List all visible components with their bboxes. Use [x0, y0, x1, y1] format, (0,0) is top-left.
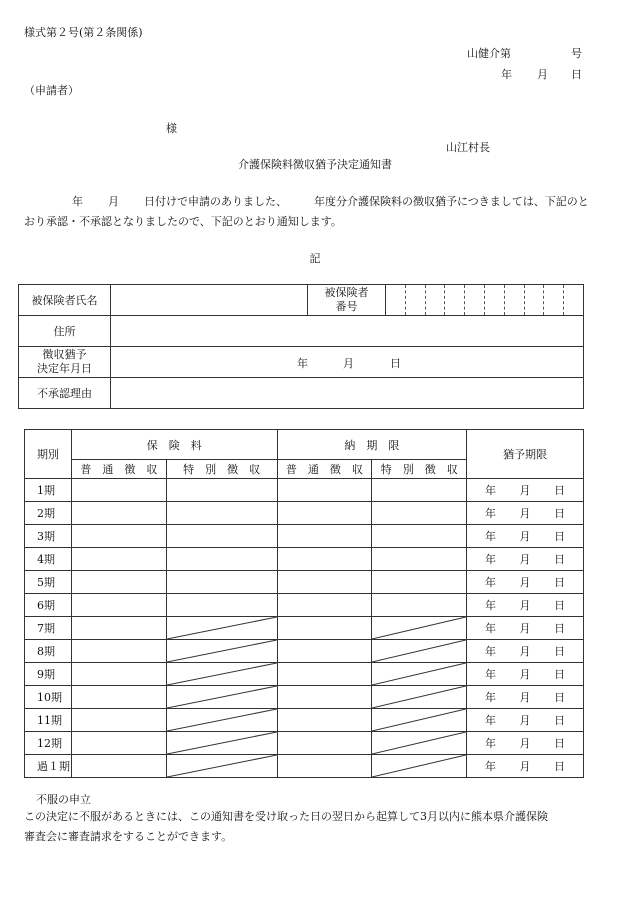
grace-date-cell[interactable]: 年 月 日	[467, 709, 584, 732]
due-normal-cell[interactable]	[277, 502, 372, 525]
intro-fiscal-text: 年度分介護保険料の徴収猶予につきましては、下記のと	[314, 195, 589, 208]
date-year: 年	[501, 68, 512, 81]
grace-date-cell[interactable]: 年 月 日	[467, 640, 584, 663]
table-row	[25, 525, 584, 548]
premium-special-cell	[166, 617, 277, 640]
table-row	[25, 732, 584, 755]
premium-special-cell	[166, 663, 277, 686]
table-row	[25, 755, 584, 778]
grace-date-cell[interactable]: 年 月 日	[467, 732, 584, 755]
due-special-cell	[372, 755, 467, 778]
premium-normal-cell[interactable]	[71, 571, 166, 594]
grace-date-cell[interactable]: 年 月 日	[467, 755, 584, 778]
grace-header: 猶予期限	[467, 430, 584, 479]
premium-special-header: 特 別 徴 収	[166, 460, 277, 479]
premium-special-cell[interactable]	[166, 525, 277, 548]
premium-normal-cell[interactable]	[71, 640, 166, 663]
table-row	[25, 548, 584, 571]
due-normal-cell[interactable]	[277, 709, 372, 732]
address-label: 住所	[19, 316, 111, 347]
table-row	[25, 594, 584, 617]
intro-month: 月	[108, 195, 119, 208]
intro-year: 年	[72, 195, 83, 208]
grace-date-cell[interactable]: 年 月 日	[467, 548, 584, 571]
premium-normal-cell[interactable]	[71, 594, 166, 617]
address-field[interactable]	[111, 316, 584, 347]
period-label: 7期	[25, 617, 72, 640]
due-normal-cell[interactable]	[277, 755, 372, 778]
table-row	[25, 640, 584, 663]
due-normal-cell[interactable]	[277, 594, 372, 617]
reject-reason-label: 不承認理由	[19, 378, 111, 409]
premium-special-cell[interactable]	[166, 571, 277, 594]
premium-special-cell	[166, 709, 277, 732]
decision-date-field[interactable]: 年 月 日	[111, 347, 584, 378]
premium-special-cell	[166, 686, 277, 709]
insured-number-field[interactable]	[386, 285, 584, 316]
date-day: 日	[571, 68, 582, 81]
applicant-label: （申請者）	[24, 84, 79, 97]
premium-normal-cell[interactable]	[71, 663, 166, 686]
document-title: 介護保険料徴収猶予決定通知書	[238, 158, 392, 171]
due-special-cell[interactable]	[372, 479, 467, 502]
due-normal-cell[interactable]	[277, 571, 372, 594]
period-label: 9期	[25, 663, 72, 686]
period-label: 過１期	[25, 755, 72, 778]
due-special-cell	[372, 709, 467, 732]
premium-normal-cell[interactable]	[71, 525, 166, 548]
period-label: 12期	[25, 732, 72, 755]
premium-special-cell[interactable]	[166, 479, 277, 502]
schedule-table	[24, 429, 584, 778]
intro-line-2: おり承認・不承認となりましたので、下記のとおり通知します。	[24, 215, 342, 228]
due-normal-cell[interactable]	[277, 617, 372, 640]
period-label: 8期	[25, 640, 72, 663]
due-normal-header: 普 通 徴 収	[277, 460, 372, 479]
premium-normal-cell[interactable]	[71, 732, 166, 755]
objection-line-2: 審査会に審査請求をすることができます。	[24, 830, 233, 843]
form-number: 様式第２号(第２条関係)	[24, 26, 143, 39]
premium-header: 保 険 料	[71, 430, 277, 460]
premium-normal-cell[interactable]	[71, 755, 166, 778]
due-special-cell[interactable]	[372, 502, 467, 525]
due-normal-cell[interactable]	[277, 640, 372, 663]
table-row	[25, 502, 584, 525]
due-normal-cell[interactable]	[277, 525, 372, 548]
due-normal-cell[interactable]	[277, 548, 372, 571]
premium-normal-cell[interactable]	[71, 709, 166, 732]
grace-date-cell[interactable]: 年 月 日	[467, 479, 584, 502]
due-special-cell[interactable]	[372, 525, 467, 548]
table-row	[25, 709, 584, 732]
reject-reason-field[interactable]	[111, 378, 584, 409]
due-special-cell	[372, 686, 467, 709]
due-special-header: 特 別 徴 収	[372, 460, 467, 479]
premium-normal-cell[interactable]	[71, 617, 166, 640]
grace-date-cell[interactable]: 年 月 日	[467, 617, 584, 640]
premium-special-cell[interactable]	[166, 548, 277, 571]
intro-date-text: 日付けで申請のありました、	[144, 195, 287, 208]
grace-date-cell[interactable]: 年 月 日	[467, 502, 584, 525]
grace-date-cell[interactable]: 年 月 日	[467, 594, 584, 617]
period-label: 2期	[25, 502, 72, 525]
due-special-cell[interactable]	[372, 594, 467, 617]
table-row	[25, 686, 584, 709]
period-label: 5期	[25, 571, 72, 594]
table-row	[25, 617, 584, 640]
period-label: 10期	[25, 686, 72, 709]
name-label: 被保険者氏名	[19, 285, 111, 316]
due-special-cell	[372, 732, 467, 755]
doc-number-suffix: 号	[571, 47, 582, 60]
premium-normal-cell[interactable]	[71, 686, 166, 709]
grace-date-cell[interactable]: 年 月 日	[467, 686, 584, 709]
premium-special-cell[interactable]	[166, 502, 277, 525]
decision-date-label: 徴収猶予 決定年月日	[19, 347, 111, 378]
period-label: 11期	[25, 709, 72, 732]
due-special-cell[interactable]	[372, 571, 467, 594]
premium-normal-cell[interactable]	[71, 479, 166, 502]
premium-special-cell	[166, 640, 277, 663]
ki-label: 記	[309, 252, 321, 265]
issuer-name: 山江村長	[446, 141, 490, 154]
doc-number-prefix: 山健介第	[467, 47, 511, 60]
due-normal-cell[interactable]	[277, 479, 372, 502]
info-table	[18, 284, 584, 409]
period-label: 4期	[25, 548, 72, 571]
sama-label: 様	[166, 122, 177, 135]
date-month: 月	[537, 68, 548, 81]
name-field[interactable]	[111, 285, 308, 316]
due-special-cell	[372, 663, 467, 686]
period-label: 3期	[25, 525, 72, 548]
grace-date-cell[interactable]: 年 月 日	[467, 525, 584, 548]
premium-special-cell	[166, 755, 277, 778]
premium-special-cell[interactable]	[166, 594, 277, 617]
period-label: 1期	[25, 479, 72, 502]
grace-date-cell[interactable]: 年 月 日	[467, 663, 584, 686]
table-row	[25, 571, 584, 594]
due-normal-cell[interactable]	[277, 663, 372, 686]
due-normal-cell[interactable]	[277, 732, 372, 755]
due-special-cell	[372, 640, 467, 663]
due-normal-cell[interactable]	[277, 686, 372, 709]
table-row	[25, 663, 584, 686]
objection-line-1: この決定に不服があるときには、この通知書を受け取った日の翌日から起算して3月以内に熊本県介護保険	[24, 810, 548, 823]
premium-normal-header: 普 通 徴 収	[71, 460, 166, 479]
table-row	[25, 479, 584, 502]
objection-title: 不服の申立	[36, 793, 91, 806]
premium-normal-cell[interactable]	[71, 548, 166, 571]
grace-date-cell[interactable]: 年 月 日	[467, 571, 584, 594]
period-label: 6期	[25, 594, 72, 617]
due-header: 納 期 限	[277, 430, 467, 460]
premium-special-cell	[166, 732, 277, 755]
due-special-cell	[372, 617, 467, 640]
period-header: 期別	[25, 430, 72, 479]
due-special-cell[interactable]	[372, 548, 467, 571]
premium-normal-cell[interactable]	[71, 502, 166, 525]
insured-number-label: 被保険者 番号	[308, 285, 386, 316]
